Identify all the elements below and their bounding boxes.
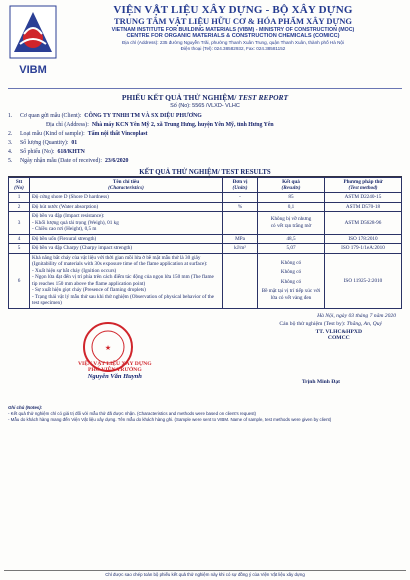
- characteristic-line: - Xuất hiện sự bắt cháy (Ignition occurs): [32, 267, 117, 274]
- table-row: [9, 253, 402, 308]
- logo-text: VIBM: [19, 64, 47, 76]
- info-num: 2.: [8, 131, 13, 137]
- table-row: [9, 193, 402, 203]
- column-header: [258, 178, 325, 193]
- cell-unit: kJ/m²: [223, 244, 258, 254]
- result-line: Bề mặt tại vị trí tiếp xúc với lửa có vết vàng đen: [261, 288, 321, 301]
- cell-no: 3: [9, 212, 30, 235]
- info-label: Cơ quan gửi mẫu (Client):: [20, 113, 82, 119]
- centre-abbr-en: COMCC: [327, 334, 350, 341]
- cell-result: [258, 212, 325, 235]
- cell-unit: -: [223, 193, 258, 203]
- characteristic-line: Độ bền va đập Charpy (Charpy impact strength): [32, 245, 133, 251]
- result-line: 48,5: [286, 235, 296, 242]
- column-header-vi: Phương pháp thử: [343, 179, 383, 185]
- column-header-en: (Test method): [348, 185, 378, 191]
- cell-unit: [223, 253, 258, 308]
- note-1: - Kết quả thử nghiệm chỉ có giá trị đối với mẫu thử đã được nhận. (Characteristics and methods were based on client's request): [8, 410, 256, 416]
- characteristic-line: - Khối lượng quả tải trọng (Weigh), 01 kg: [32, 219, 119, 226]
- centre-signatory-name: Trịnh Minh Đạt: [301, 378, 340, 385]
- info-row: [8, 112, 402, 121]
- centre-abbr: TT. VLHC&HPXD: [315, 328, 362, 335]
- column-header-en: (Results): [281, 185, 301, 191]
- table-row: [9, 212, 402, 235]
- notes-label: Ghi chú (Notes):: [8, 404, 43, 410]
- info-row: [8, 121, 402, 130]
- column-header-en: (No): [14, 185, 24, 191]
- cell-method: ISO 178:2010: [325, 234, 402, 244]
- cell-characteristic: [30, 193, 223, 203]
- report-number: Số (No): 5565 /VLXD- VLHC: [170, 103, 240, 109]
- cell-no: 4: [9, 234, 30, 244]
- cell-characteristic: [30, 212, 223, 235]
- cell-result: [258, 253, 325, 308]
- info-num: 5.: [8, 158, 13, 164]
- info-value: 618/KHTN: [57, 149, 85, 155]
- info-num: 4.: [8, 149, 13, 155]
- characteristic-line: - Sự xuất hiện giọt cháy (Presence of flaming droplets): [32, 287, 146, 293]
- cell-characteristic: [30, 244, 223, 254]
- tested-by: [279, 321, 382, 327]
- table-row: [9, 202, 402, 212]
- vice-director-title: PHÓ VIỆN TRƯỞNG: [88, 366, 142, 373]
- cell-result: [258, 202, 325, 212]
- info-label: Số phiếu (No):: [20, 149, 55, 155]
- note-2: - Mẫu do khách hàng mang đến Viện Vật liệu xây dựng. Tên mẫu do khách hàng ghi. (Sample were sent to VIBM. Name of sample, test methods were given by client): [8, 416, 332, 422]
- column-header: [9, 178, 30, 193]
- info-label: Địa chỉ (Address):: [46, 122, 89, 128]
- column-header: [223, 178, 258, 193]
- info-value: Nhà máy KCN Yên Mỹ 2, xã Trung Hưng, huyện Yên Mỹ, tỉnh Hưng Yên: [91, 122, 274, 128]
- characteristic-line: - Trạng thái vật lý mẫu thử sau khi thử nghiệm (Observation of physical behavior of the test specimen): [32, 293, 214, 306]
- info-label: Ngày nhận mẫu (Date of received):: [20, 158, 102, 164]
- column-header-en: (Units): [232, 185, 248, 191]
- tested-by-names: Thắng, An, Quý: [346, 320, 382, 327]
- column-header-vi: Kết quả: [282, 179, 300, 185]
- column-header-vi: Stt: [15, 179, 23, 185]
- column-header-vi: Đơn vị: [232, 179, 248, 185]
- column-header-vi: Tên chỉ tiêu: [112, 179, 140, 185]
- title-vi: PHIẾU KẾT QUẢ THỬ NGHIỆM/: [121, 93, 237, 102]
- cell-no: 5: [9, 244, 30, 254]
- cell-unit: MPa: [223, 234, 258, 244]
- result-line: 5,07: [286, 245, 296, 251]
- cell-characteristic: [30, 253, 223, 308]
- info-value: Tấm nội thất Vincoplast: [87, 131, 148, 137]
- address-line: Địa chỉ (Address): 235 đường Nguyễn Trãi, phường Thanh Xuân Trung, quận Thanh Xuân, thành phố Hà Nội: [122, 40, 344, 45]
- cell-no: 2: [9, 202, 30, 212]
- info-row: [8, 157, 402, 166]
- centre-name-vi: TRUNG TÂM VẬT LIỆU HỮU CƠ & HÓA PHẨM XÂY DỰNG: [113, 16, 352, 26]
- result-line: Không có: [280, 259, 302, 266]
- result-line: có vết rạn trắng mờ: [270, 222, 312, 229]
- svg-text:★: ★: [104, 344, 112, 352]
- cell-characteristic: [30, 234, 223, 244]
- cell-no: 6: [9, 253, 30, 308]
- result-line: 85: [288, 194, 294, 200]
- title-en: TEST REPORT: [238, 93, 289, 102]
- info-row: [8, 130, 402, 139]
- table-row: [9, 234, 402, 244]
- tested-by-label: Cán bộ thử nghiệm (Test by):: [279, 320, 346, 327]
- sample-info: [8, 112, 402, 166]
- cell-no: 1: [9, 193, 30, 203]
- results-title: KẾT QUẢ THỬ NGHIỆM/ TEST RESULTS: [8, 169, 402, 177]
- info-num: 3.: [8, 140, 13, 146]
- column-header-en: (Characteristics): [108, 185, 144, 191]
- cell-result: [258, 234, 325, 244]
- cell-result: [258, 193, 325, 203]
- cell-result: [258, 244, 325, 254]
- info-row: [8, 148, 402, 157]
- info-value: 01: [71, 140, 78, 146]
- characteristic-line: Độ bền va đập (Impact resistance):: [32, 213, 105, 219]
- copy-notice: Chỉ được sao chép toàn bộ phiếu kết quả thử nghiệm này khi có sự đồng ý của Viện Vật liệu xây dựng: [4, 570, 406, 577]
- result-line: Không bị vỡ nhưng: [270, 216, 312, 223]
- table-body: [9, 193, 402, 309]
- report-date: Hà Nội, ngày 03 tháng 7 năm 2020: [317, 312, 396, 319]
- institute-name-en: VIETNAM INSTITUTE FOR BUILDING MATERIALS (VIBM) - MINISTRY OF CONSTRUCTION (MOC): [111, 27, 355, 33]
- info-label: Số lượng (Quantity):: [20, 140, 69, 146]
- column-header: [30, 178, 223, 193]
- signature-block: [8, 309, 402, 459]
- results-table: [8, 177, 402, 309]
- cell-unit: %: [223, 202, 258, 212]
- header-divider: [8, 88, 402, 89]
- info-label: Loại mẫu (Kind of sample):: [20, 131, 85, 137]
- institute-lines: [64, 4, 402, 86]
- result-line: Không có: [280, 269, 302, 276]
- result-line: Không có: [280, 278, 302, 285]
- result-line: 0,1: [287, 203, 295, 210]
- notes: [8, 405, 402, 423]
- characteristic-line: Độ bền uốn (Flexural strength): [32, 235, 97, 242]
- info-value: 23/6/2020: [104, 158, 129, 164]
- cell-characteristic: [30, 202, 223, 212]
- centre-sign-title: [316, 329, 362, 341]
- centre-name-en: CENTRE FOR ORGANIC MATERIALS & CONSTRUCTION CHEMICALS (COMICC): [126, 33, 340, 39]
- characteristic-line: Độ hút nước (Water absorption): [32, 203, 99, 210]
- table-header-row: [9, 178, 402, 193]
- vibm-logo: [8, 4, 58, 76]
- vibm-logo-icon: [8, 4, 58, 62]
- info-row: [8, 139, 402, 148]
- info-value: CÔNG TY TNHH TM VÀ SX DIỆU PHƯƠNG: [84, 113, 202, 119]
- vice-director-name: Nguyễn Văn Huynh: [87, 372, 142, 380]
- column-header: [325, 178, 402, 193]
- cell-method: ISO 179-1/1eA:2010: [325, 244, 402, 254]
- institute-sign-title: VIỆN VẬT LIỆU XÂY DỰNG: [78, 360, 152, 367]
- cell-method: ASTM D2240-15: [325, 193, 402, 203]
- institute-name-vi: VIỆN VẬT LIỆU XÂY DỰNG - BỘ XÂY DỰNG: [113, 4, 353, 16]
- report-header: [8, 4, 402, 86]
- phone-line: Điện thoại (Tel): 024.38582932, Fax: 024.38581152: [180, 46, 286, 51]
- table-row: [9, 244, 402, 254]
- info-num: 1.: [8, 113, 13, 119]
- characteristic-line: Độ cứng shore D (Shore D hardness): [32, 194, 109, 200]
- cell-method: ASTM D570-18: [325, 202, 402, 212]
- cell-unit: [223, 212, 258, 235]
- characteristic-line: Khả năng bắt cháy của vật liệu với thời gian mồi lửa ở bề mặt mẫu thử là 30 giây (Ignitability of materials with 30s exposure time of the flame application at surface):: [32, 254, 208, 267]
- characteristic-line: - Chiều cao rơi (Height), 0,5 m: [32, 226, 97, 232]
- characteristic-line: - Ngọn lửa đạt đến vị trí phía trên cách điểm tác động của ngọn lửa 150 mm (The flame tip reaches 150 mm above the flame application point): [32, 274, 214, 287]
- report-title: [8, 93, 402, 102]
- cell-method: ASTM D5628-96: [325, 212, 402, 235]
- institute-signatory: [78, 361, 152, 380]
- cell-method: ISO 11925-2:2010: [325, 253, 402, 308]
